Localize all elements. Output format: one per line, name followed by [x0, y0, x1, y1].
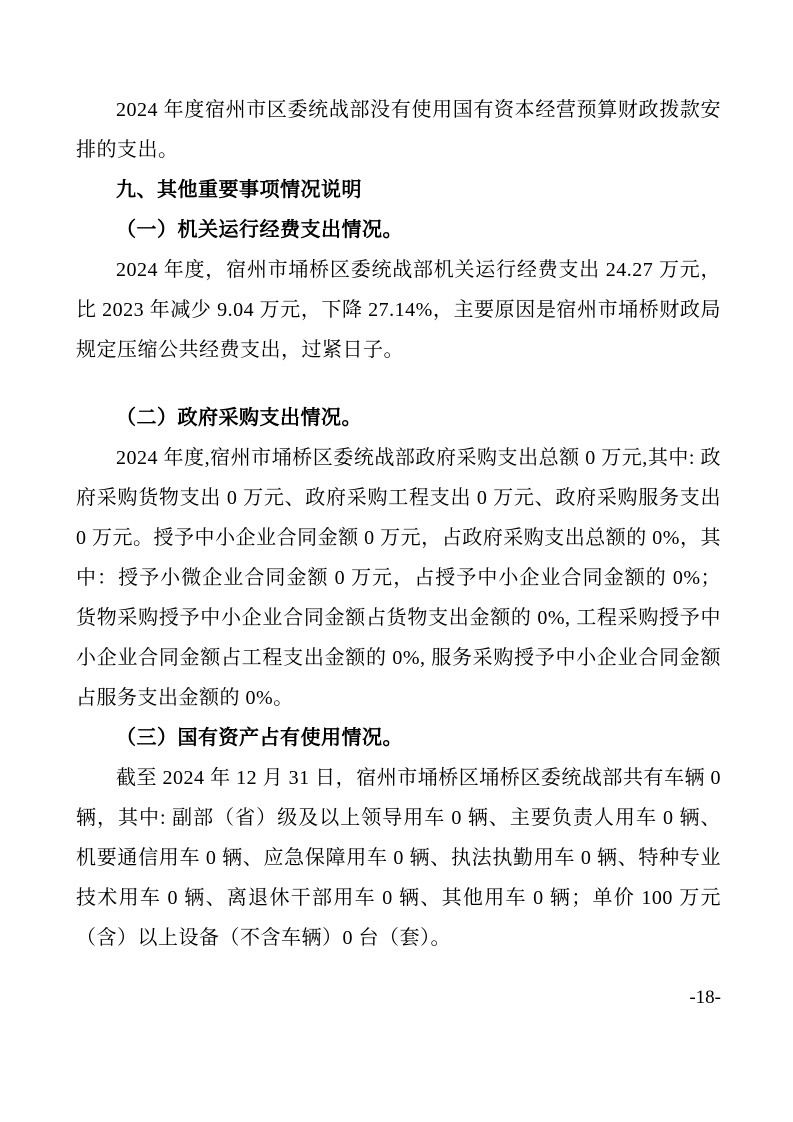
- paragraph-government-procurement: 2024 年度,宿州市埇桥区委统战部政府采购支出总额 0 万元,其中: 政府采购货物支出 0 万元、政府采购工程支出 0 万元、政府采购服务支出 0 万元。授予中小企业合同金额 0 万元，占政府采购支出总额的 0%，其中：授予小微企业合同金额 0 万元，占授予中小企业合同金额的 0%；货物采购授予中小企业合同金额占货物支出金额的 0%, 工程采购授予中小企业合同金额占工程支出金额的 0%, 服务采购授予中小企业合同金额占服务支出金额的 0%。: [76, 447, 721, 709]
- page-number: -18-: [689, 987, 721, 1008]
- document-content: [76, 90, 721, 958]
- heading-operating-expenses: （一）机关运行经费支出情况。: [116, 219, 403, 241]
- heading-government-procurement: （二）政府采购支出情况。: [116, 407, 362, 429]
- heading-section-nine: 九、其他重要事项情况说明: [116, 179, 362, 201]
- heading-state-assets: （三）国有资产占有使用情况。: [116, 727, 403, 749]
- paragraph-operating-expenses: 2024 年度，宿州市埇桥区委统战部机关运行经费支出 24.27 万元，比 2023 年减少 9.04 万元，下降 27.14%，主要原因是宿州市埇桥财政局规定压缩公共经费支出，过紧日子。: [76, 259, 721, 361]
- paragraph-soe-capital-budget: 2024 年度宿州市区委统战部没有使用国有资本经营预算财政拨款安排的支出。: [76, 99, 721, 161]
- paragraph-state-assets: 截至 2024 年 12 月 31 日，宿州市埇桥区埇桥区委统战部共有车辆 0 辆，其中: 副部（省）级及以上领导用车 0 辆、主要负责人用车 0 辆、机要通信用车 0 辆、应急保障用车 0 辆、执法执勤用车 0 辆、特种专业技术用车 0 辆、离退休干部用车 0 辆、其他用车 0 辆；单价 100 万元（含）以上设备（不含车辆）0 台（套）。: [76, 767, 721, 949]
